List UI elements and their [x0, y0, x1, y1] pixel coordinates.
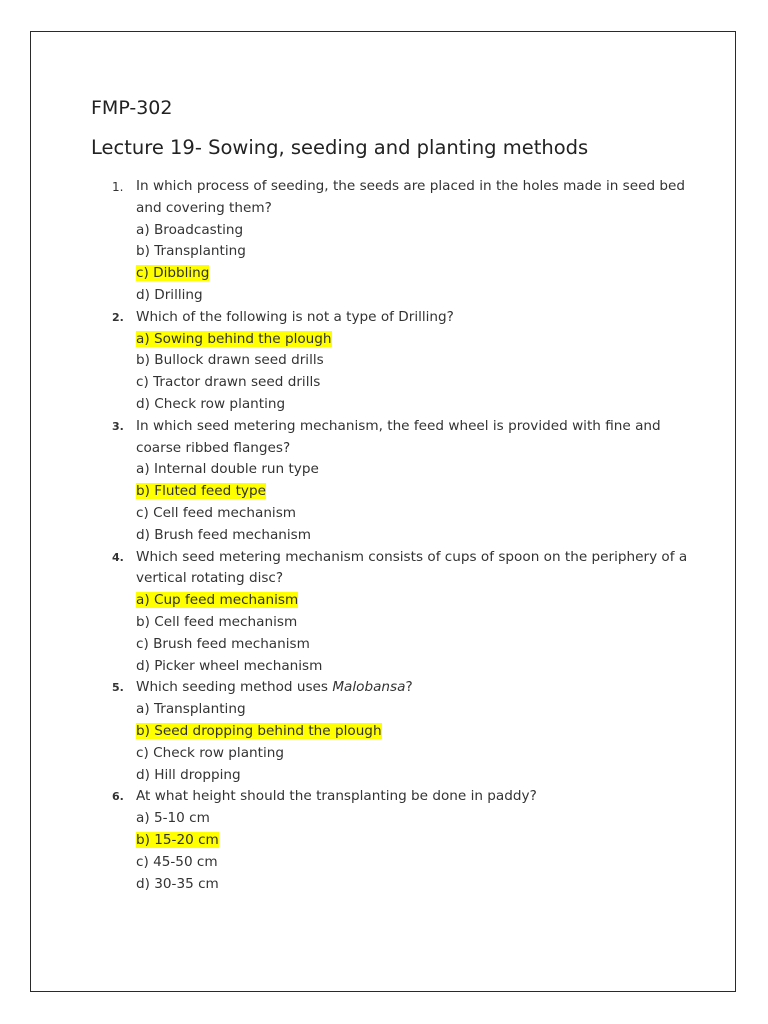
option-label: d) Drilling — [136, 286, 203, 303]
option-c — [136, 743, 696, 765]
option-a — [136, 699, 696, 721]
option-a-correct — [136, 590, 696, 612]
question-number: 2. — [112, 310, 124, 324]
option-label: b) Cell feed mechanism — [136, 613, 298, 630]
option-c — [136, 372, 696, 394]
highlighted-answer: b) Seed dropping behind the plough — [136, 722, 382, 739]
question-1 — [31, 176, 696, 307]
option-b-correct — [136, 721, 696, 743]
option-b — [136, 350, 696, 372]
option-d — [136, 765, 696, 787]
highlighted-answer: c) Dibbling — [136, 265, 210, 282]
option-label: c) Brush feed mechanism — [136, 635, 310, 652]
option-d — [136, 394, 696, 416]
option-b-correct — [136, 830, 696, 852]
option-a — [136, 459, 696, 481]
question-list — [31, 176, 737, 895]
question-number: 4. — [112, 550, 124, 564]
question-number: 1. — [112, 180, 124, 194]
option-label: c) Cell feed mechanism — [136, 504, 297, 521]
question-text-italic-term: Malobansa — [332, 679, 406, 696]
option-d — [136, 656, 696, 678]
option-c — [136, 503, 696, 525]
question-number: 6. — [112, 790, 124, 804]
option-list — [136, 459, 696, 546]
document-page — [30, 31, 736, 992]
highlighted-answer: b) 15-20 cm — [136, 831, 219, 848]
option-label: c) Check row planting — [136, 744, 284, 761]
option-d — [136, 525, 696, 547]
option-label: b) Bullock drawn seed drills — [136, 352, 324, 369]
highlighted-answer: a) Sowing behind the plough — [136, 330, 332, 347]
question-text: In which seed metering mechanism, the feed wheel is provided with fine and coarse ribbed flanges? — [136, 417, 661, 456]
option-label: d) Brush feed mechanism — [136, 526, 312, 543]
highlighted-answer: b) Fluted feed type — [136, 483, 266, 500]
option-label: d) 30-35 cm — [136, 875, 219, 892]
course-code: FMP-302 — [91, 97, 173, 119]
question-text: Which seed metering mechanism consists of cups of spoon on the periphery of a vertical rotating disc? — [136, 548, 688, 587]
question-2 — [31, 307, 696, 416]
option-b — [136, 241, 696, 263]
question-text — [136, 677, 696, 699]
option-list — [136, 220, 696, 307]
option-label: a) Internal double run type — [136, 461, 319, 478]
option-label: a) 5-10 cm — [136, 810, 210, 827]
highlighted-answer: a) Cup feed mechanism — [136, 592, 299, 609]
option-a-correct — [136, 329, 696, 351]
question-text: At what height should the transplanting be done in paddy? — [136, 788, 537, 805]
option-a — [136, 808, 696, 830]
option-list — [136, 590, 696, 677]
option-label: c) 45-50 cm — [136, 853, 218, 870]
option-d — [136, 874, 696, 896]
option-list — [136, 808, 696, 895]
option-label: d) Check row planting — [136, 395, 286, 412]
question-4 — [31, 547, 696, 678]
option-d — [136, 285, 696, 307]
option-c — [136, 634, 696, 656]
question-5 — [31, 677, 696, 786]
question-text: Which of the following is not a type of Drilling? — [136, 308, 454, 325]
option-label: b) Transplanting — [136, 243, 246, 260]
option-label: a) Broadcasting — [136, 221, 244, 238]
question-6 — [31, 786, 696, 895]
question-text-end: ? — [405, 679, 413, 696]
question-number: 3. — [112, 419, 124, 433]
lecture-title: Lecture 19- Sowing, seeding and planting methods — [91, 136, 589, 159]
option-label: d) Picker wheel mechanism — [136, 657, 323, 674]
option-a — [136, 220, 696, 242]
option-label: c) Tractor drawn seed drills — [136, 374, 321, 391]
option-list — [136, 699, 696, 786]
option-c-correct — [136, 263, 696, 285]
option-c — [136, 852, 696, 874]
question-3 — [31, 416, 696, 547]
option-b — [136, 612, 696, 634]
option-label: d) Hill dropping — [136, 766, 241, 783]
question-text-start: Which seeding method uses — [136, 679, 333, 696]
option-label: a) Transplanting — [136, 701, 246, 718]
question-text: In which process of seeding, the seeds are placed in the holes made in seed bed and covering them? — [136, 178, 686, 216]
question-number: 5. — [112, 681, 124, 695]
option-list — [136, 329, 696, 416]
option-b-correct — [136, 481, 696, 503]
